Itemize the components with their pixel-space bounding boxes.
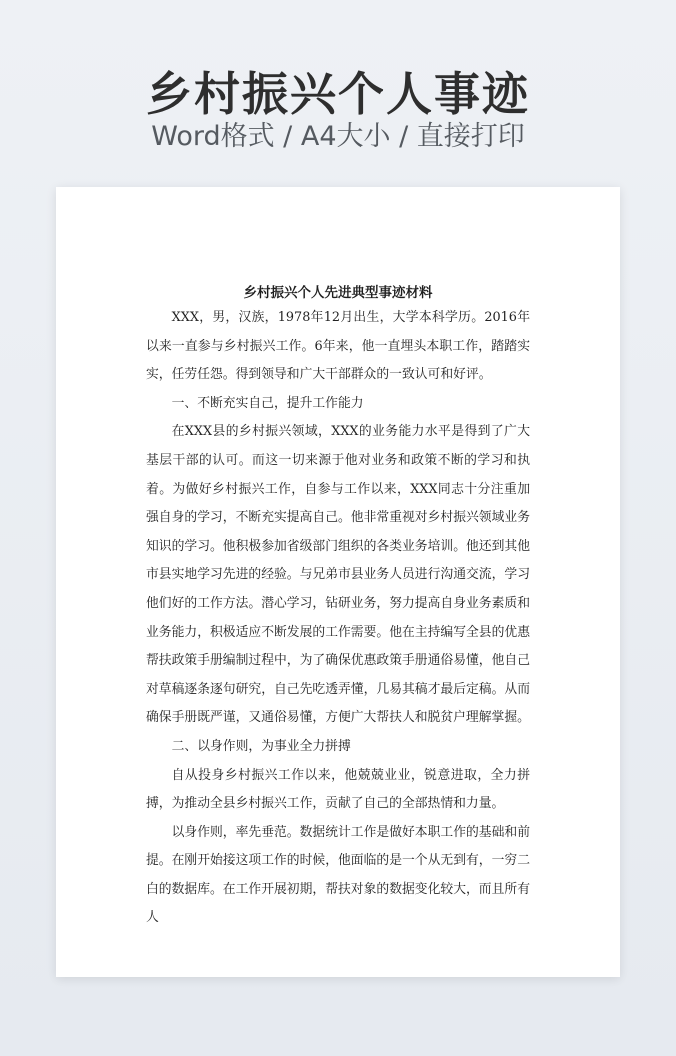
paragraph-intro: XXX，男，汉族，1978年12月出生，大学本科学历。2016年以来一直参与乡村振兴工作。6年来，他一直埋头本职工作，踏踏实实，任劳任怨。得到领导和广大干部群众的一致认可和好评。	[146, 310, 530, 383]
banner-subtitle: Word格式 / A4大小 / 直接打印	[151, 121, 525, 152]
paragraph-example: 以身作则，率先垂范。数据统计工作是做好本职工作的基础和前提。在刚开始接这项工作的时候，他面临的是一个从无到有，一穷二白的数据库。在工作开展初期，帮扶对象的数据变化较大，而且所有人	[146, 824, 530, 926]
section-heading-1: 一、不断充实自己，提升工作能力	[171, 395, 364, 411]
banner-title: 乡村振兴个人事迹	[146, 67, 530, 121]
section-heading-2: 二、以身作则，为事业全力拼搏	[171, 738, 351, 754]
document-body	[146, 304, 530, 933]
document-page	[56, 187, 620, 977]
document-title: 乡村振兴个人先进典型事迹材料	[243, 285, 433, 301]
paragraph-learning: 在XXX县的乡村振兴领域，XXX的业务能力水平是得到了广大基层干部的认可。而这一切来源于他对业务和政策不断的学习和执着。为做好乡村振兴工作，自参与工作以来，XXX同志十分注重加强自身的学习，不断充实提高自己。他非常重视对乡村振兴领域业务知识的学习。他积极参加省级部门组织的各类业务培训。他还到其他市县实地学习先进的经验。与兄弟市县业务人员进行沟通交流，学习他们好的工作方法。潜心学习，钻研业务，努力提高自身业务素质和业务能力，积极适应不断发展的工作需要。他在主持编写全县的优惠帮扶政策手册编制过程中，为了确保优惠政策手册通俗易懂，他自己对草稿逐条逐句研究，自己先吃透弄懂，几易其稿才最后定稿。从而确保手册既严谨，又通俗易懂，方便广大帮扶人和脱贫户理解掌握。	[146, 424, 530, 726]
paragraph-dedication: 自从投身乡村振兴工作以来，他兢兢业业，锐意进取，全力拼搏，为推动全县乡村振兴工作，贡献了自己的全部热情和力量。	[146, 767, 530, 812]
